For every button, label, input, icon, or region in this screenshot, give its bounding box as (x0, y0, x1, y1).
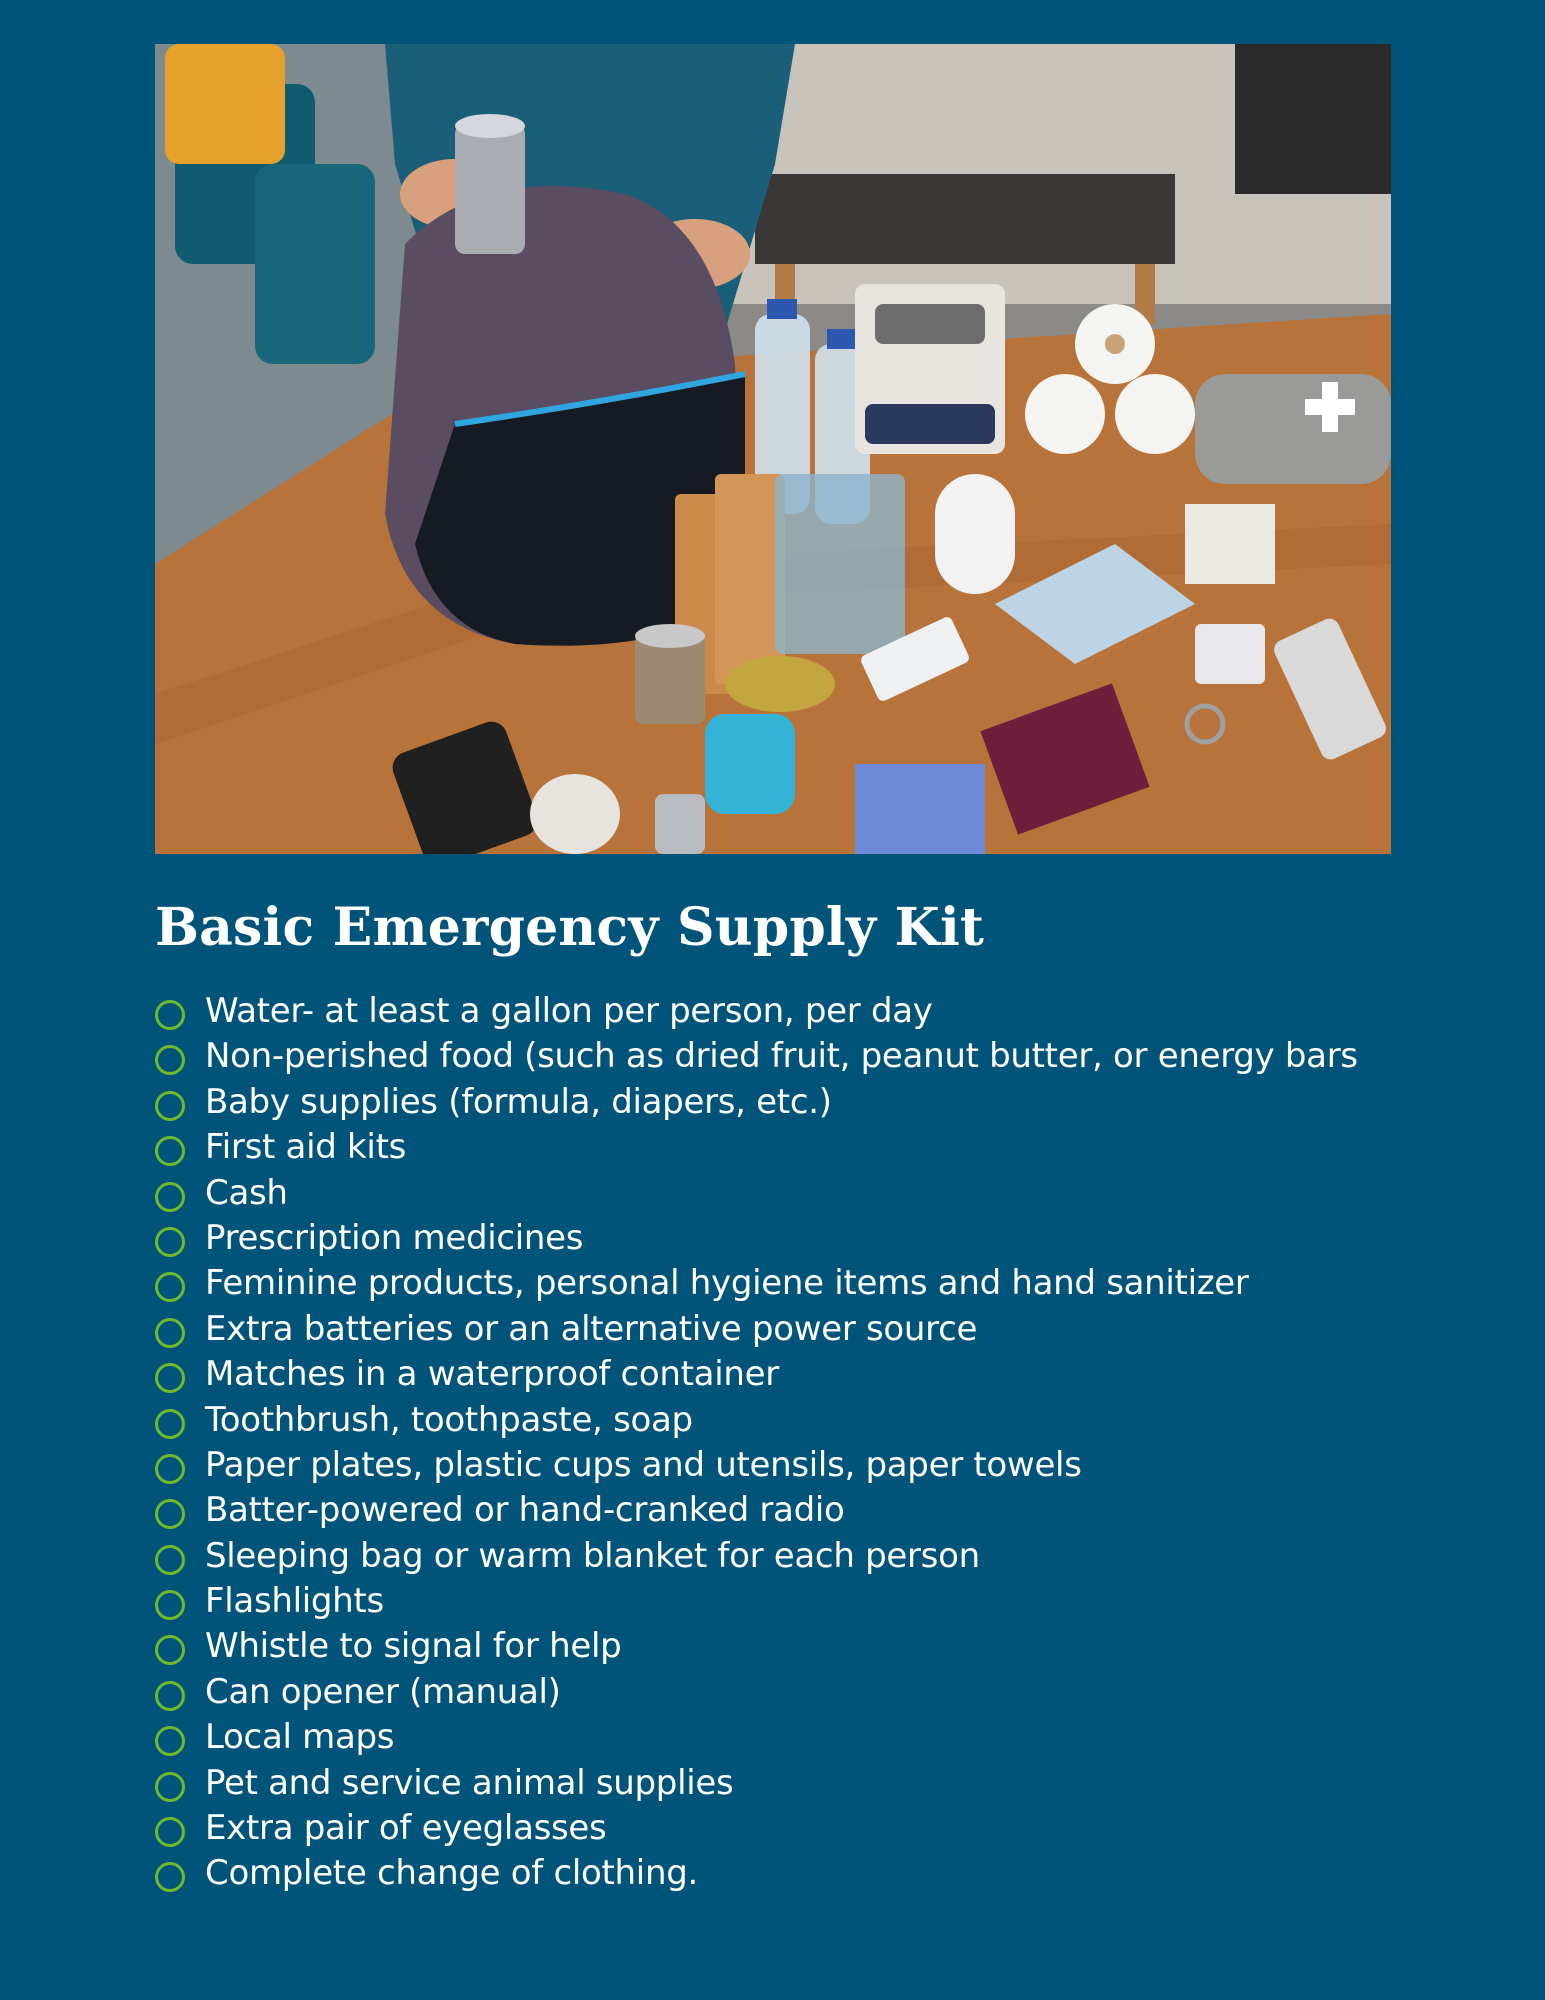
checklist-item-label: Whistle to signal for help (205, 1626, 622, 1667)
empty-circle-icon[interactable] (155, 1091, 185, 1121)
page-title: Basic Emergency Supply Kit (155, 897, 985, 958)
empty-circle-icon[interactable] (155, 1635, 185, 1665)
empty-circle-icon[interactable] (155, 1409, 185, 1439)
checklist-item-label: Cash (205, 1172, 288, 1213)
checklist-item-label: Can opener (manual) (205, 1671, 561, 1712)
checklist-item-label: Baby supplies (formula, diapers, etc.) (205, 1081, 832, 1122)
empty-circle-icon[interactable] (155, 1499, 185, 1529)
checklist-item-label: Sleeping bag or warm blanket for each person (205, 1535, 980, 1576)
checklist-item-label: Batter-powered or hand-cranked radio (205, 1490, 845, 1531)
checklist-item-label: Pet and service animal supplies (205, 1762, 734, 1803)
checklist-item-label: Extra batteries or an alternative power source (205, 1308, 978, 1349)
checklist-item-label: Matches in a waterproof container (205, 1354, 779, 1395)
empty-circle-icon[interactable] (155, 1545, 185, 1575)
checklist-item-label: Extra pair of eyeglasses (205, 1808, 607, 1849)
empty-circle-icon[interactable] (155, 1182, 185, 1212)
empty-circle-icon[interactable] (155, 1000, 185, 1030)
empty-circle-icon[interactable] (155, 1681, 185, 1711)
checklist-item-label: Paper plates, plastic cups and utensils, paper towels (205, 1444, 1082, 1485)
checklist-item-label: Local maps (205, 1717, 395, 1758)
empty-circle-icon[interactable] (155, 1772, 185, 1802)
empty-circle-icon[interactable] (155, 1045, 185, 1075)
empty-circle-icon[interactable] (155, 1363, 185, 1393)
checklist-item-label: Flashlights (205, 1581, 384, 1622)
empty-circle-icon[interactable] (155, 1272, 185, 1302)
checklist-item-label: Non-perished food (such as dried fruit, peanut butter, or energy bars (205, 1036, 1358, 1077)
empty-circle-icon[interactable] (155, 1227, 185, 1257)
checklist-item-label: Prescription medicines (205, 1217, 584, 1258)
empty-circle-icon[interactable] (155, 1590, 185, 1620)
checklist-item-label: Water- at least a gallon per person, per day (205, 991, 933, 1031)
empty-circle-icon[interactable] (155, 1862, 185, 1892)
checklist-item-label: First aid kits (205, 1127, 407, 1168)
empty-circle-icon[interactable] (155, 1726, 185, 1756)
empty-circle-icon[interactable] (155, 1136, 185, 1166)
emergency-kit-photo (155, 44, 1391, 854)
empty-circle-icon[interactable] (155, 1318, 185, 1348)
emergency-kit-illustration (155, 44, 1391, 854)
checklist-item-label: Feminine products, personal hygiene items and hand sanitizer (205, 1263, 1249, 1304)
checklist-item-label: Toothbrush, toothpaste, soap (205, 1399, 693, 1440)
checklist-item-label: Complete change of clothing. (205, 1853, 698, 1894)
empty-circle-icon[interactable] (155, 1817, 185, 1847)
empty-circle-icon[interactable] (155, 1454, 185, 1484)
